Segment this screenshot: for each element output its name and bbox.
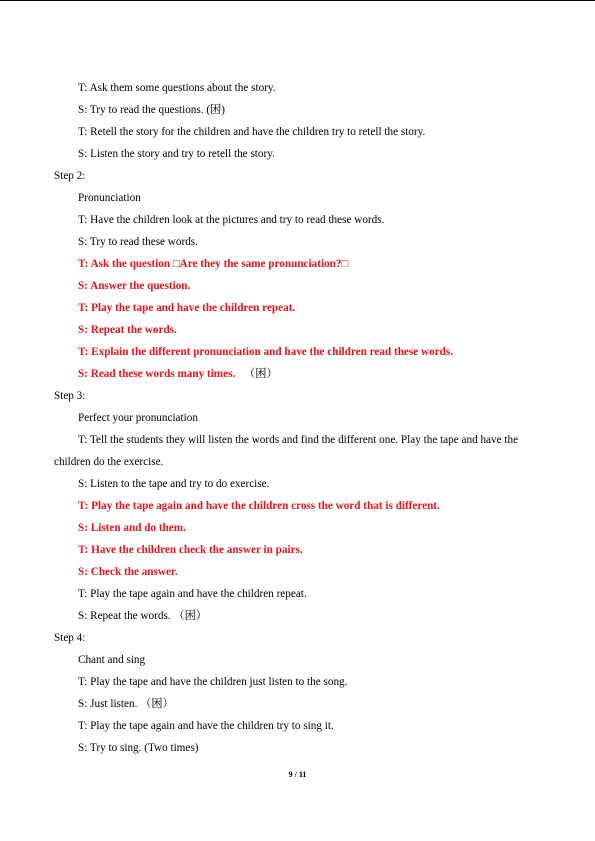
highlighted-line: T: Play the tape again and have the children cross the word that is different. xyxy=(78,500,440,512)
mixed-line xyxy=(78,367,278,381)
text-line: S: Just listen. （困） xyxy=(78,698,174,710)
top-border xyxy=(0,0,595,1)
section-title: Chant and sing xyxy=(78,654,146,666)
text-line: T: Play the tape again and have the children try to sing it. xyxy=(78,720,334,732)
text-line: S: Repeat the words. （困） xyxy=(78,610,207,622)
text-line: T: Ask them some questions about the story. xyxy=(78,82,276,94)
text-line: S: Listen to the tape and try to do exercise. xyxy=(78,478,270,490)
text-line: T: Play the tape and have the children just listen to the song. xyxy=(78,676,348,688)
text-line: S: Try to read the questions. (困) xyxy=(78,104,225,116)
highlighted-text: S: Read these words many times. xyxy=(78,368,236,380)
highlighted-line: S: Repeat the words. xyxy=(78,324,177,336)
highlighted-line: T: Explain the different pronunciation and have the children read these words. xyxy=(78,346,454,358)
wrapped-paragraph: T: Tell the students they will listen the words and find the different one. Play the tape and have the children do the exercise. xyxy=(54,434,519,468)
page-number: 9 / 11 xyxy=(288,770,307,779)
highlighted-line: T: Ask the question □Are they the same pronunciation?□ xyxy=(78,258,349,270)
step-heading: Step 4: xyxy=(54,632,86,644)
text-line: T: Have the children look at the pictures and try to read these words. xyxy=(78,214,385,226)
note-text: （困） xyxy=(244,368,278,380)
section-title: Pronunciation xyxy=(78,192,141,204)
highlighted-line: S: Check the answer. xyxy=(78,566,178,578)
step-heading: Step 3: xyxy=(54,390,86,402)
text-line: S: Try to read these words. xyxy=(78,236,198,248)
highlighted-line: S: Listen and do them. xyxy=(78,522,186,534)
highlighted-line: T: Play the tape and have the children repeat. xyxy=(78,302,296,314)
text-line: S: Listen the story and try to retell the story. xyxy=(78,148,275,160)
text-line: S: Try to sing. (Two times) xyxy=(78,742,199,754)
text-line: T: Play the tape again and have the children repeat. xyxy=(78,588,307,600)
highlighted-line: S: Answer the question. xyxy=(78,280,191,292)
section-title: Perfect your pronunciation xyxy=(78,412,198,424)
step-heading: Step 2: xyxy=(54,170,86,182)
text-line: T: Retell the story for the children and have the children try to retell the story. xyxy=(78,126,426,138)
highlighted-line: T: Have the children check the answer in pairs. xyxy=(78,544,303,556)
